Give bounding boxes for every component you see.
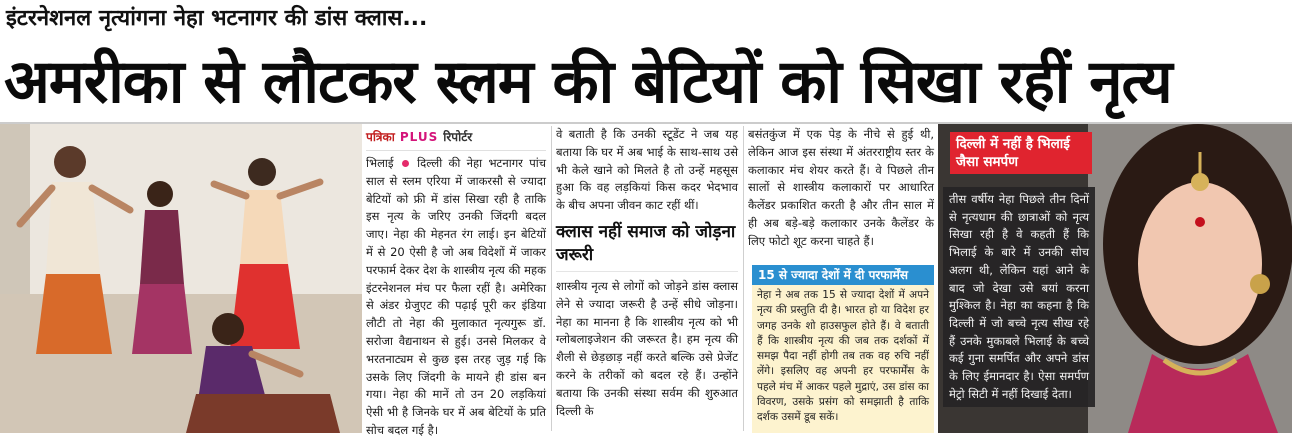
performance-box: [752, 265, 934, 433]
column-2-subhead: क्लास नहीं समाज को जोड़ना जरूरी: [556, 221, 738, 272]
byline-plus: PLUS: [399, 130, 439, 145]
main-headline: अमरीका से लौटकर स्लम की बेटियों को सिखा रहीं नृत्य: [4, 47, 1172, 117]
article-column-1: [366, 126, 546, 440]
bullet-dot-icon: [402, 160, 409, 167]
sidebar-title: दिल्ली में नहीं है भिलाई जैसा समर्पण: [950, 132, 1092, 174]
dance-class-photo: [0, 124, 362, 433]
sidebar-text: तीस वर्षीय नेहा पिछले तीन दिनों से नृत्यधाम की छात्राओं को नृत्य सिखा रही है वे कहती हैं कि भिलाई के बारे में उनकी सोच अलग थी, लेकिन यहां आने के बाद जो देखा उसे बयां करना मुश्किल है। नेहा का कहना है कि दिल्ली में जो बच्चे नृत्य सीख रहे हैं उनके मुकाबले भिलाई के बच्चे कई गुना समर्पित और अपने डांस के लिए ईमानदार है। ऐसा समर्पण मेट्रो सिटी में नहीं दिखाई देता।: [943, 187, 1095, 407]
dance-class-illustration: [0, 124, 362, 433]
article-column-3: [748, 126, 934, 251]
column-2-intro: वे बताती है कि उनकी स्टूडेंट ने जब यह बताया कि घर में अब भाई के साथ-साथ उसे भी केले खाने को मिलते है तो उन्हें महसूस हुआ कि वह लड़कियां किस कदर भेदभाव के बीच अपना जीवन काट रहीं थीं।: [556, 127, 738, 213]
byline-paper: पत्रिका: [366, 130, 395, 145]
dateline: भिलाई: [366, 156, 394, 170]
column-2-body: शास्त्रीय नृत्य से लोगों को जोड़ने डांस क्लास लेने से ज्यादा जरूरी है उन्हें सीधे जोड़ना। नेहा का मानना है कि शास्त्रीय नृत्य को भी ग्लोबलाइजेशन की जरूरत है। हम नृत्य की शैली से छेड़छाड़ नहीं करते बल्कि उसे प्रेजेंट करने के तरीकों को बदल रहे हैं। उन्होंने बताया कि उनकी संस्था सर्वम की शुरुआत दिल्ली के: [556, 278, 738, 418]
article-column-2: [556, 126, 738, 420]
column-3-text: बसंतकुंज में एक पेड़ के नीचे से हुई थी, लेकिन आज इस संस्था में अंतरराष्ट्रीय स्तर के कलाकार मंच शेयर करते हैं। वे पिछले तीन सालों से शास्त्रीय कलाकारों पर आधारित कैलेंडर प्रकाशित करती है और तीन साल में ही अब बड़े-बड़े कलाकार उनके कैलेंडर के लिए फोटो शूट करना चाहते हैं।: [748, 127, 934, 248]
performance-box-title: 15 से ज्यादा देशों में दी परफार्मेंस: [752, 265, 934, 285]
byline-reporter: रिपोर्टर: [443, 130, 473, 145]
byline: [366, 126, 546, 151]
column-divider: [551, 126, 552, 431]
performance-box-text: नेहा ने अब तक 15 से ज्यादा देशों में अपने नृत्य की प्रस्तुति दी है। भारत हो या विदेश हर जगह उनके शो हाउसफुल होते हैं। वे बताती हैं कि शास्त्रीय नृत्य की जब तक दर्शकों में समझ पैदा नहीं होगी तब तक वह रुचि नहीं लेंगे। इसलिए वह अपनी हर परफार्मेंस के पहले मंच में आकर पहले मुद्राएं, उस डांस का विवरण, उसके प्रसंग को समझाती है ताकि दर्शक उसमें डूब सकें।: [757, 289, 929, 424]
kicker-headline: इंटरनेशनल नृत्यांगना नेहा भटनागर की डांस क्लास...: [6, 6, 428, 31]
column-1-paragraph: [366, 155, 546, 440]
column-1-text: दिल्ली की नेहा भटनागर पांच साल से स्लम एरिया में जाकरसौ से ज्यादा बेटियों को फ्री में डांस सिखा रही है ताकि इस नृत्य के जरिए उनकी जिंदगी बदल जाए। नेहा की मेहनत रंग लाई। इन बेटियों में से 20 ऐसी है जो अब विदेशों में जाकर परफार्म देकर देश के शास्त्रीय नृत्य की महक इंटरनेशनल मंच पर फैला रहीं है। अमेरिका से अंडर ग्रेजुएट की पढ़ाई पूरी कर इंडिया लौटी तो नेहा की मुलाकात नृत्यगुरू डॉ. सरोजा वैद्यनाथन से हुई। उनसे मिलकर वे भरतनाट्यम से कुछ इस तरह जुड़ गई कि उसके लिए जिंदगी के मायने ही डांस बन गया। नेहा की मानें तो उन 20 लड़कियां ऐसी भी है जिनके घर में अब बेटियों के प्रति सोच बदल गई है।: [366, 156, 547, 437]
column-divider: [743, 126, 744, 431]
